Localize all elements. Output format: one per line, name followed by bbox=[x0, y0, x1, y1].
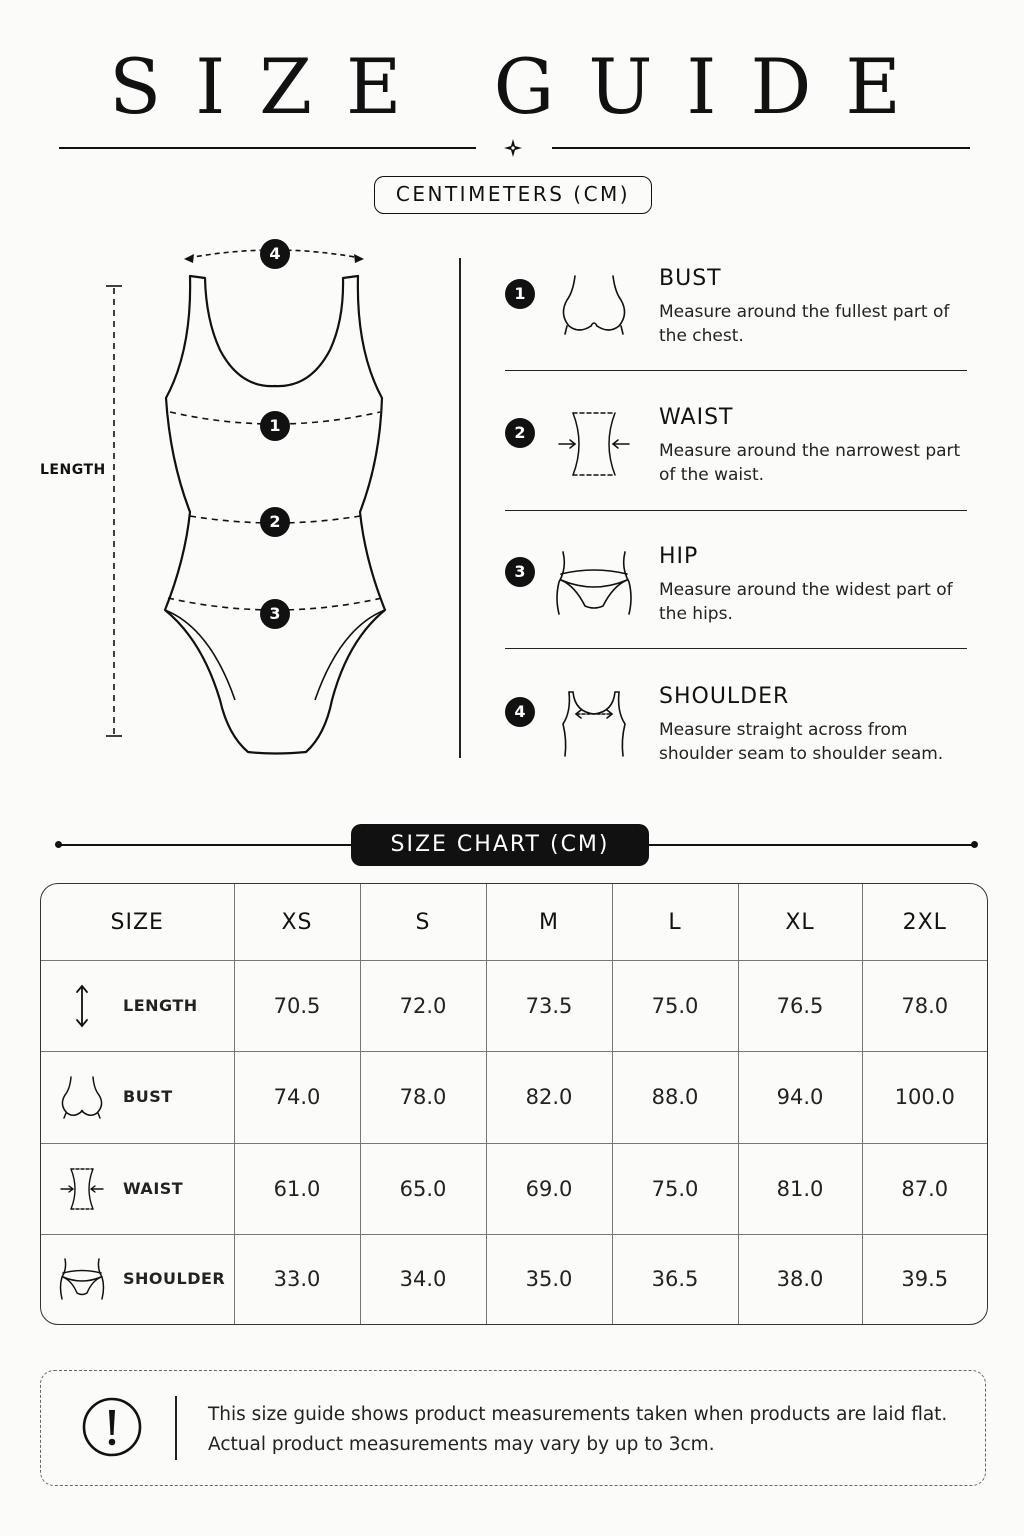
measure-item-waist bbox=[505, 405, 967, 505]
table-cell: 36.5 bbox=[612, 1234, 738, 1324]
table-row bbox=[41, 1143, 987, 1234]
ornament-icon bbox=[503, 138, 523, 158]
shoulder-icon bbox=[555, 688, 633, 760]
hip-icon bbox=[555, 548, 633, 620]
heading-dot-right bbox=[971, 841, 978, 848]
bust-icon bbox=[555, 270, 633, 342]
measure-item-shoulder bbox=[505, 684, 967, 784]
header-2xl: 2XL bbox=[862, 884, 987, 961]
header-s: S bbox=[360, 884, 486, 961]
number-badge: 1 bbox=[505, 279, 535, 309]
row-divider bbox=[505, 510, 967, 511]
header-xs: XS bbox=[234, 884, 360, 961]
number-badge: 2 bbox=[505, 418, 535, 448]
table-cell: 70.5 bbox=[234, 961, 360, 1052]
table-cell: 100.0 bbox=[862, 1052, 987, 1143]
table-cell: 75.0 bbox=[612, 1143, 738, 1234]
header-l: L bbox=[612, 884, 738, 961]
header-xl: XL bbox=[738, 884, 862, 961]
measure-description: Measure around the fullest part of the chest. bbox=[659, 302, 950, 346]
waist-icon bbox=[555, 409, 633, 481]
page-title: SIZE GUIDE bbox=[109, 42, 935, 131]
measure-item-bust bbox=[505, 266, 967, 366]
length-dimension-line bbox=[106, 286, 122, 736]
title-divider-right bbox=[552, 147, 970, 149]
table-row bbox=[41, 1052, 987, 1143]
measure-description: Measure around the narrowest part of the waist. bbox=[659, 441, 961, 485]
row-divider bbox=[505, 370, 967, 371]
row-divider bbox=[505, 648, 967, 649]
section-divider bbox=[459, 258, 461, 758]
row-header-waist bbox=[41, 1143, 234, 1234]
table-cell: 81.0 bbox=[738, 1143, 862, 1234]
table-cell: 61.0 bbox=[234, 1143, 360, 1234]
table-cell: 73.5 bbox=[486, 961, 612, 1052]
row-label: WAIST bbox=[123, 1178, 184, 1198]
note-divider bbox=[175, 1396, 177, 1460]
bust-icon bbox=[59, 1075, 105, 1119]
table-cell: 78.0 bbox=[862, 961, 987, 1052]
table-cell: 38.0 bbox=[738, 1234, 862, 1324]
table-cell: 65.0 bbox=[360, 1143, 486, 1234]
table-cell: 69.0 bbox=[486, 1143, 612, 1234]
table-cell: 35.0 bbox=[486, 1234, 612, 1324]
row-header-shoulder bbox=[41, 1234, 234, 1324]
heading-line-left bbox=[60, 844, 352, 846]
table-cell: 82.0 bbox=[486, 1052, 612, 1143]
table-cell: 78.0 bbox=[360, 1052, 486, 1143]
table-cell: 94.0 bbox=[738, 1052, 862, 1143]
waist-icon bbox=[59, 1167, 105, 1211]
table-cell: 74.0 bbox=[234, 1052, 360, 1143]
table-cell: 33.0 bbox=[234, 1234, 360, 1324]
size-chart-heading: SIZE CHART (CM) bbox=[351, 824, 649, 866]
number-badge: 4 bbox=[505, 697, 535, 727]
diagram-marker-2: 2 bbox=[260, 507, 290, 537]
row-header-length bbox=[41, 961, 234, 1052]
row-label: BUST bbox=[123, 1087, 173, 1107]
measure-description: Measure around the widest part of the hips. bbox=[659, 580, 953, 624]
length-label: LENGTH bbox=[40, 462, 106, 478]
header-m: M bbox=[486, 884, 612, 961]
table-cell: 87.0 bbox=[862, 1143, 987, 1234]
size-chart-table bbox=[40, 883, 988, 1325]
table-row bbox=[41, 961, 987, 1052]
swimsuit-diagram bbox=[30, 230, 450, 770]
table-cell: 72.0 bbox=[360, 961, 486, 1052]
diagram-marker-3: 3 bbox=[260, 599, 290, 629]
measure-title: WAIST bbox=[659, 405, 734, 430]
heading-line-right bbox=[648, 844, 974, 846]
measure-title: BUST bbox=[659, 266, 722, 291]
row-label: SHOULDER bbox=[123, 1269, 226, 1289]
table-cell: 39.5 bbox=[901, 1267, 949, 1292]
row-header-bust bbox=[41, 1052, 234, 1143]
length-arrow-icon bbox=[59, 984, 105, 1028]
title-divider-left bbox=[59, 147, 476, 149]
diagram-marker-4: 4 bbox=[260, 239, 290, 269]
units-label: CENTIMETERS (CM) bbox=[374, 176, 652, 214]
number-badge: 3 bbox=[505, 557, 535, 587]
note-text: This size guide shows product measurements taken when products are laid flat. Actual product measurements may vary by up to 3cm. bbox=[208, 1404, 948, 1455]
table-cell: 88.0 bbox=[612, 1052, 738, 1143]
measure-description: Measure straight across from shoulder seam to shoulder seam. bbox=[659, 720, 944, 764]
row-label: LENGTH bbox=[123, 996, 198, 1016]
table-cell: 75.0 bbox=[612, 961, 738, 1052]
header-size: SIZE bbox=[41, 884, 234, 961]
exclamation-icon bbox=[82, 1397, 142, 1457]
measure-title: SHOULDER bbox=[659, 684, 790, 709]
table-row bbox=[41, 1234, 987, 1324]
table-header-row bbox=[41, 884, 987, 961]
measure-item-hip bbox=[505, 544, 967, 644]
diagram-marker-1: 1 bbox=[260, 411, 290, 441]
table-cell: 76.5 bbox=[738, 961, 862, 1052]
table-cell: 34.0 bbox=[360, 1234, 486, 1324]
hip-icon bbox=[59, 1257, 105, 1301]
measure-title: HIP bbox=[659, 544, 699, 569]
